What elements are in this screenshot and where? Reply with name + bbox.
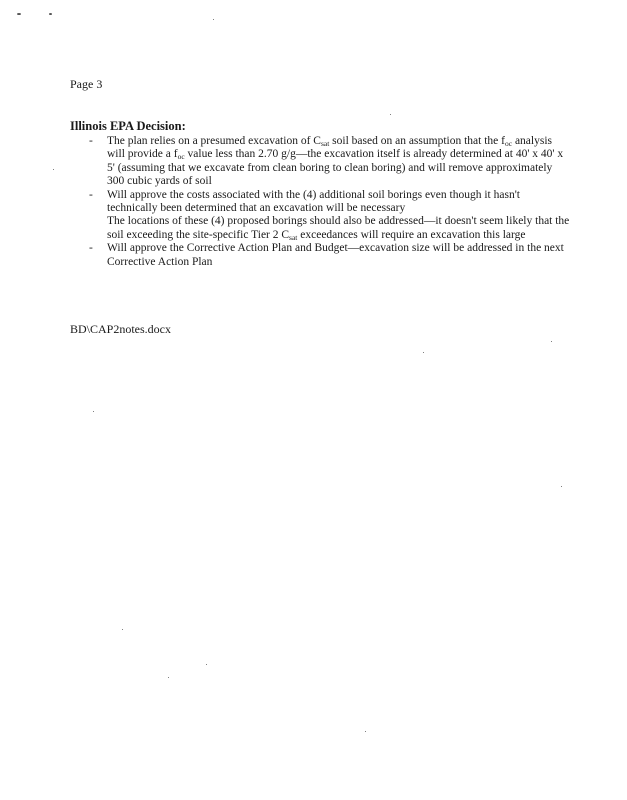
scan-speck [551, 341, 552, 342]
subscript-oc: oc [504, 139, 513, 148]
bullet-excavation-plan [70, 135, 570, 189]
bullet-text: Will approve the costs associated with the (4) additional soil borings even though it hasn't technically been determined that an excavation will be necessary [107, 188, 520, 215]
bullet-text-part: value less than 2.70 g/g—the excavation itself is already determined at 40' x 40' x 5' (assuming that we excavate from clean boring to clean boring) and will remove approximately 300 cubic yards of soil [107, 148, 564, 188]
scan-speck [390, 114, 391, 115]
bullet-text-part: exceedances will require an excavation this large [297, 228, 526, 241]
bullet-continuation-boring-locations [70, 215, 570, 242]
scan-speck [213, 19, 214, 20]
decision-bullet-list [70, 135, 570, 269]
bullet-dash: - [89, 242, 93, 255]
scan-speck [53, 169, 54, 170]
section-heading: Illinois EPA Decision: [70, 119, 186, 133]
scan-speck [93, 411, 94, 412]
bullet-dash: - [89, 188, 93, 201]
bullet-text: Will approve the Corrective Action Plan and Budget—excavation size will be addressed in the next Corrective Action Plan [107, 242, 564, 268]
bullet-text-part: soil based on an assumption that the f [329, 135, 505, 147]
scan-speck [206, 664, 207, 665]
bullet-approve-cap [70, 242, 570, 269]
scan-speck [17, 13, 21, 15]
file-path-footer: BD\CAP2notes.docx [70, 322, 172, 336]
scan-speck [168, 677, 169, 678]
decision-section [70, 119, 570, 269]
bullet-text-part: The plan relies on a presumed excavation of C [107, 135, 321, 147]
bullet-dash: - [89, 135, 93, 147]
scan-speck [423, 352, 424, 353]
subscript-sat: sat [289, 232, 298, 242]
page-number-label: Page 3 [70, 77, 103, 91]
bullet-text-part: analysis will provide a f [107, 135, 552, 161]
subscript-oc: oc [177, 152, 185, 162]
bullet-soil-borings [70, 189, 570, 216]
scan-speck [122, 629, 123, 630]
scan-speck [561, 486, 562, 487]
scan-speck [365, 731, 366, 732]
subscript-sat: sat [320, 139, 330, 148]
scan-speck [49, 13, 52, 15]
bullet-text-part: The locations of these (4) proposed borings should also be addressed—it doesn't seem likely that the soil exceeding the site-specific Tier 2 C [107, 215, 570, 241]
